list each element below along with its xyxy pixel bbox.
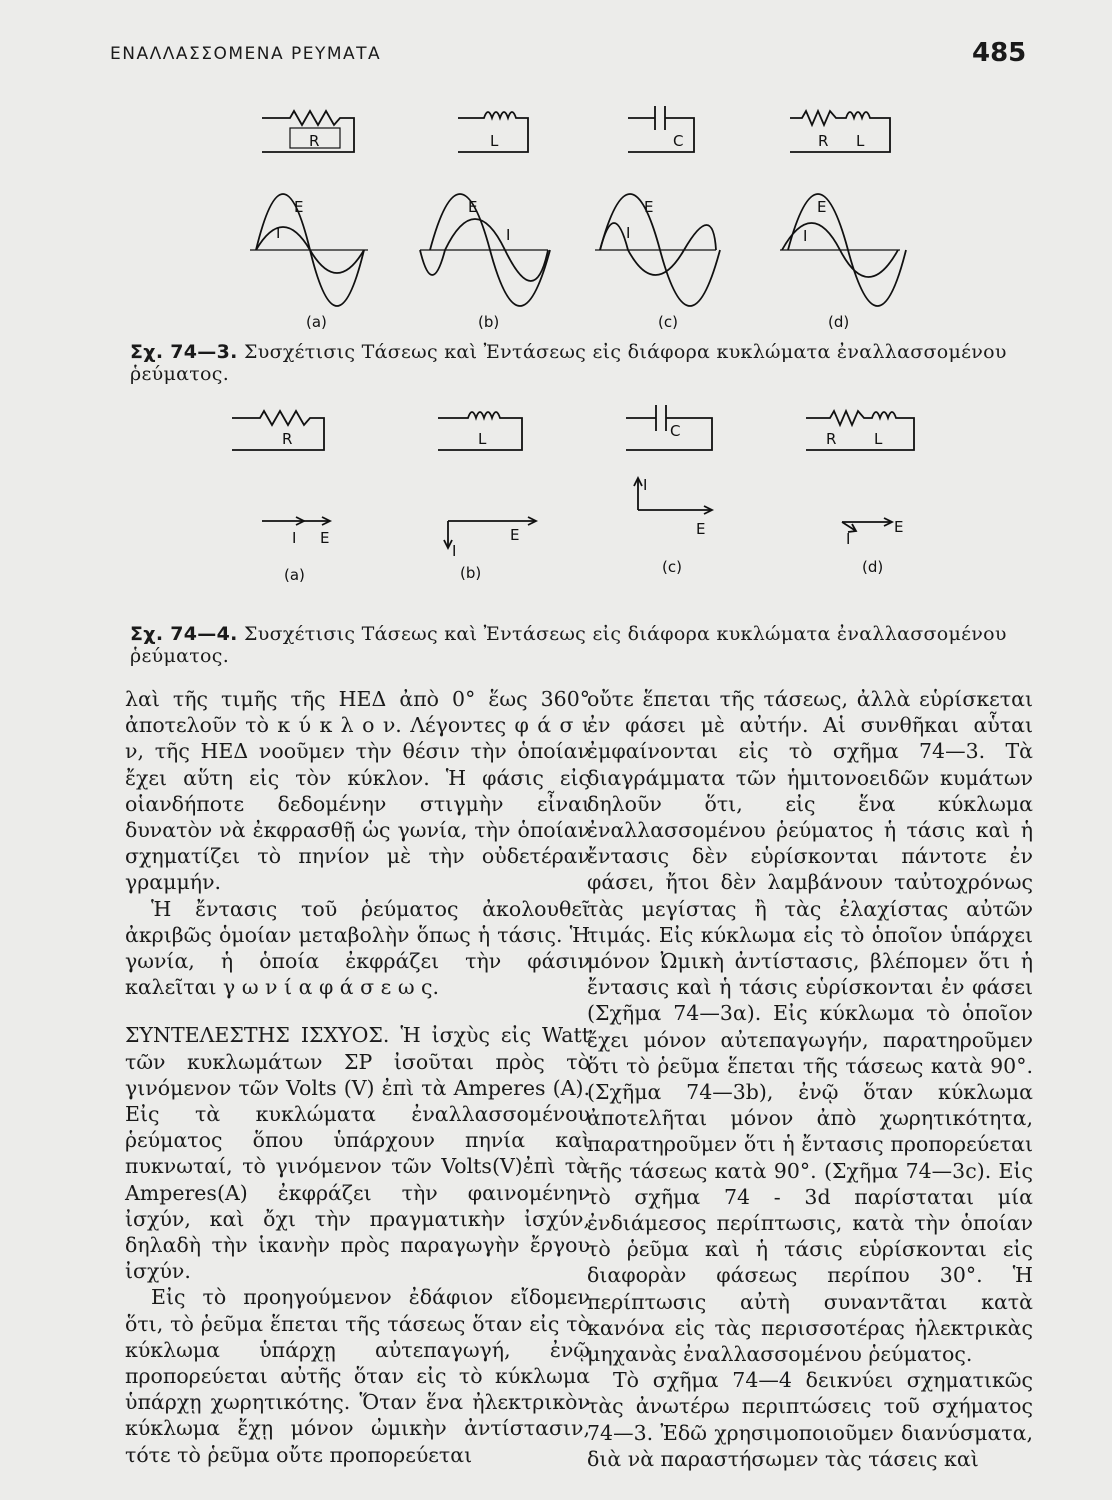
panel-label-b-2: (b) bbox=[460, 564, 482, 582]
circuit-label-l-d: L bbox=[856, 132, 865, 150]
panel-label-d-2: (d) bbox=[862, 558, 884, 576]
figure-74-3-number: Σχ. 74—3. bbox=[130, 341, 238, 363]
vector-diagram-a bbox=[262, 517, 330, 584]
circuit-resistor-a bbox=[262, 111, 354, 152]
body-paragraph: οὔτε ἕπεται τῆς τάσεως, ἀλλὰ εὑρίσκεται ἐν φάσει μὲ αὐτήν. Αἱ συνθῆκαι αὗται ἐμφαίνονται εἰς τὸ σχῆμα 74—3. Τὰ διαγράμματα τῶν ἡμιτονοειδῶν κυμάτων δηλοῦν ὅτι, εἰς ἕνα κύκλωμα ἐναλλασσομένου ῥεύματος ἡ τάσις καὶ ἡ ἔντασις δὲν εὑρίσκονται πάντοτε ἐν φάσει, ἤτοι δὲν λαμβάνουν ταὐτοχρόνως τὰς μεγίστας ἢ τὰς ἐλαχίστας αὐτῶν τιμάς. Εἰς κύκλωμα εἰς τὸ ὁποῖον ὑπάρχει μόνον Ὠμικὴ ἀντίστασις, βλέπομεν ὅτι ἡ ἔντασις καὶ ἡ τάσις εὑρίσκονται ἐν φάσει (Σχῆμα 74—3α). Εἰς κύκλωμα τὸ ὁποῖον ἔχει μόνον αὐτεπαγωγήν, παρατηροῦμεν ὅτι τὸ ῥεῦμα ἕπεται τῆς τάσεως κατὰ 90°. (Σχῆμα 74—3b), ἐνῷ ὅταν κύκλωμα ἀποτελῆται μόνον ἀπὸ χωρητικότητα, παρατηροῦμεν ὅτι ἡ ἔντασις προπορεύεται τῆς τάσεως κατὰ 90°. (Σχῆμα 74—3c). Εἰς τὸ σχῆμα 74 - 3d παρίσταται μία ἐνδιάμεσος περίπτωσις, κατὰ τὴν ὁποίαν τὸ ῥεῦμα καὶ ἡ τάσις εὑρίσκονται εἰς διαφορὰν φάσεως περίπου 30°. Ἡ περίπτωσις αὐτὴ συναντᾶται κατὰ κανόνα εἰς τὰς περισσοτέρας ἠλεκτρικὰς μηχανὰς ἐναλλασσομένου ῥεύματος. bbox=[587, 687, 1033, 1367]
wave-label-e-b: E bbox=[468, 198, 478, 216]
waveform-b bbox=[420, 194, 550, 331]
panel-label-c-2: (c) bbox=[662, 558, 682, 576]
wave-label-e-c: E bbox=[644, 198, 654, 216]
circuit-label-c: C bbox=[673, 132, 684, 150]
vector-label-i-c: I bbox=[643, 476, 648, 494]
vector-label-i-d: I bbox=[846, 530, 851, 548]
circuit-label-l-d-2: L bbox=[874, 430, 883, 448]
section-paragraph-power-factor: ΣΥΝΤΕΛΕΣΤΗΣ ΙΣΧΥΟΣ. Ἡ ἰσχὺς εἰς Watt τῶν κυκλωμάτων ΣΡ ἰσοῦται πρὸς τὸ γινόμενον τῶν Volts (V) ἐπὶ τὰ Amperes (A). Εἰς τὰ κυκλώματα ἐναλλασσομένου ῥεύματος ὅπου ὑπάρχουν πηνία καὶ πυκνωταί, τὸ γινόμενον τῶν Volts(V)ἐπὶ τὰ Amperes(A) ἐκφράζει τὴν φαινομένην ἰσχύν, καὶ ὄχι τὴν πραγματικὴν ἰσχύν, δηλαδὴ τὴν ἱκανὴν πρὸς παραγωγὴν ἔργου ἰσχύν. bbox=[125, 1023, 590, 1284]
circuit-rl-d bbox=[790, 111, 890, 152]
panel-label-d: (d) bbox=[828, 313, 850, 331]
figure-74-4-number: Σχ. 74—4. bbox=[130, 623, 238, 645]
figure-74-4-caption-text: Συσχέτισις Τάσεως καὶ Ἐντάσεως εἰς διάφορα κυκλώματα ἐναλλασσομένου ῥεύματος. bbox=[130, 623, 1007, 667]
circuit-inductor-b-2 bbox=[438, 412, 522, 450]
figure-74-3 bbox=[0, 100, 1112, 440]
circuit-label-r-d-2: R bbox=[826, 430, 837, 448]
circuit-rl-d-2 bbox=[806, 411, 914, 450]
figure-74-4 bbox=[0, 395, 1112, 595]
circuit-label-l: L bbox=[490, 132, 499, 150]
vector-diagram-d bbox=[842, 518, 903, 576]
wave-label-i-b: I bbox=[506, 226, 511, 244]
panel-label-c: (c) bbox=[658, 313, 678, 331]
vector-label-i-b: I bbox=[452, 542, 457, 560]
wave-label-i-a: I bbox=[276, 224, 281, 242]
waveform-c bbox=[595, 194, 720, 331]
vector-label-e-c: E bbox=[696, 520, 706, 538]
page-number: 485 bbox=[972, 38, 1027, 68]
body-paragraph: λαὶ τῆς τιμῆς τῆς ΗΕΔ ἀπὸ 0° ἕως 360° ἀποτελοῦν τὸ κ ύ κ λ ο ν. Λέγοντες φ ά σ ι ν, τῆς ΗΕΔ νοοῦμεν τὴν θέσιν τὴν ὁποίαν ἔχει αὕτη εἰς τὸν κύκλον. Ἡ φάσις εἰς οἱανδήποτε δεδομένην στιγμὴν εἶναι δυνατὸν νὰ ἐκφρασθῇ ὡς γωνία, τὴν ὁποίαν σχηματίζει τὸ πηνίον μὲ τὴν οὐδετέραν γραμμήν. bbox=[125, 687, 590, 895]
body-paragraph: Εἰς τὸ προηγούμενον ἐδάφιον εἴδομεν ὅτι, τὸ ῥεῦμα ἕπεται τῆς τάσεως ὅταν εἰς τὸ κύκλωμα ὑπάρχῃ αὐτεπαγωγή, ἐνῷ προπορεύεται αὐτῆς ὅταν εἰς τὸ κύκλωμα ὑπάρχῃ χωρητικότης. Ὅταν ἕνα ἠλεκτρικὸν κύκλωμα ἔχῃ μόνον ὠμικὴν ἀντίστασιν, τότε τὸ ῥεῦμα οὔτε προπορεύεται bbox=[125, 1285, 590, 1467]
wave-label-e-d: E bbox=[817, 198, 827, 216]
vector-label-e-b: E bbox=[510, 526, 520, 544]
wave-label-i-c: I bbox=[626, 224, 631, 242]
vector-diagram-b bbox=[444, 517, 536, 582]
figure-74-3-caption-text: Συσχέτισις Τάσεως καὶ Ἐντάσεως εἰς διάφορα κυκλώματα ἐναλλασσομένου ῥεύματος. bbox=[130, 341, 1007, 385]
circuit-capacitor-c-2 bbox=[626, 405, 712, 450]
body-paragraph: Τὸ σχῆμα 74—4 δεικνύει σχηματικῶς τὰς ἀνωτέρω περιπτώσεις τοῦ σχήματος 74—3. Ἐδῶ χρησιμοποιοῦμεν διανύσματα, διὰ νὰ παραστήσωμεν τὰς τάσεις καὶ bbox=[587, 1368, 1033, 1471]
waveform-d bbox=[780, 194, 906, 331]
body-paragraph: Ἡ ἔντασις τοῦ ῥεύματος ἀκολουθεῖ ἀκριβῶς ὁμοίαν μεταβολὴν ὅπως ἡ τάσις. Ἡ γωνία, ἡ ὁποία ἐκφράζει τὴν φάσιν καλεῖται γ ω ν ί α φ ά σ ε ω ς. bbox=[125, 896, 590, 1000]
panel-label-a: (a) bbox=[306, 313, 327, 331]
vector-label-i-a: I bbox=[292, 529, 297, 547]
panel-label-b: (b) bbox=[478, 313, 500, 331]
circuit-label-r-2: R bbox=[282, 430, 293, 448]
panel-label-a-2: (a) bbox=[284, 566, 305, 584]
wave-label-e-a: E bbox=[294, 198, 304, 216]
circuit-label-l-2: L bbox=[478, 430, 487, 448]
circuit-capacitor-c bbox=[628, 106, 694, 152]
vector-label-e-d: E bbox=[894, 518, 904, 536]
wave-label-i-d: I bbox=[803, 227, 808, 245]
circuit-label-r-d: R bbox=[818, 132, 829, 150]
running-header: ΕΝΑΛΛΑΣΣΟΜΕΝΑ ΡΕΥΜΑΤΑ bbox=[110, 44, 382, 64]
waveform-a bbox=[250, 194, 368, 331]
body-column-left bbox=[125, 686, 590, 1468]
figure-74-4-caption bbox=[130, 623, 1010, 667]
circuit-label-c-2: C bbox=[670, 422, 681, 440]
vector-diagram-c bbox=[634, 476, 712, 576]
vector-label-e-a: E bbox=[320, 529, 330, 547]
body-column-right bbox=[587, 686, 1033, 1472]
circuit-label-r: R bbox=[309, 132, 320, 150]
circuit-inductor-b bbox=[458, 112, 528, 152]
circuit-resistor-a-2 bbox=[232, 411, 324, 450]
figure-74-3-caption bbox=[130, 341, 1010, 385]
